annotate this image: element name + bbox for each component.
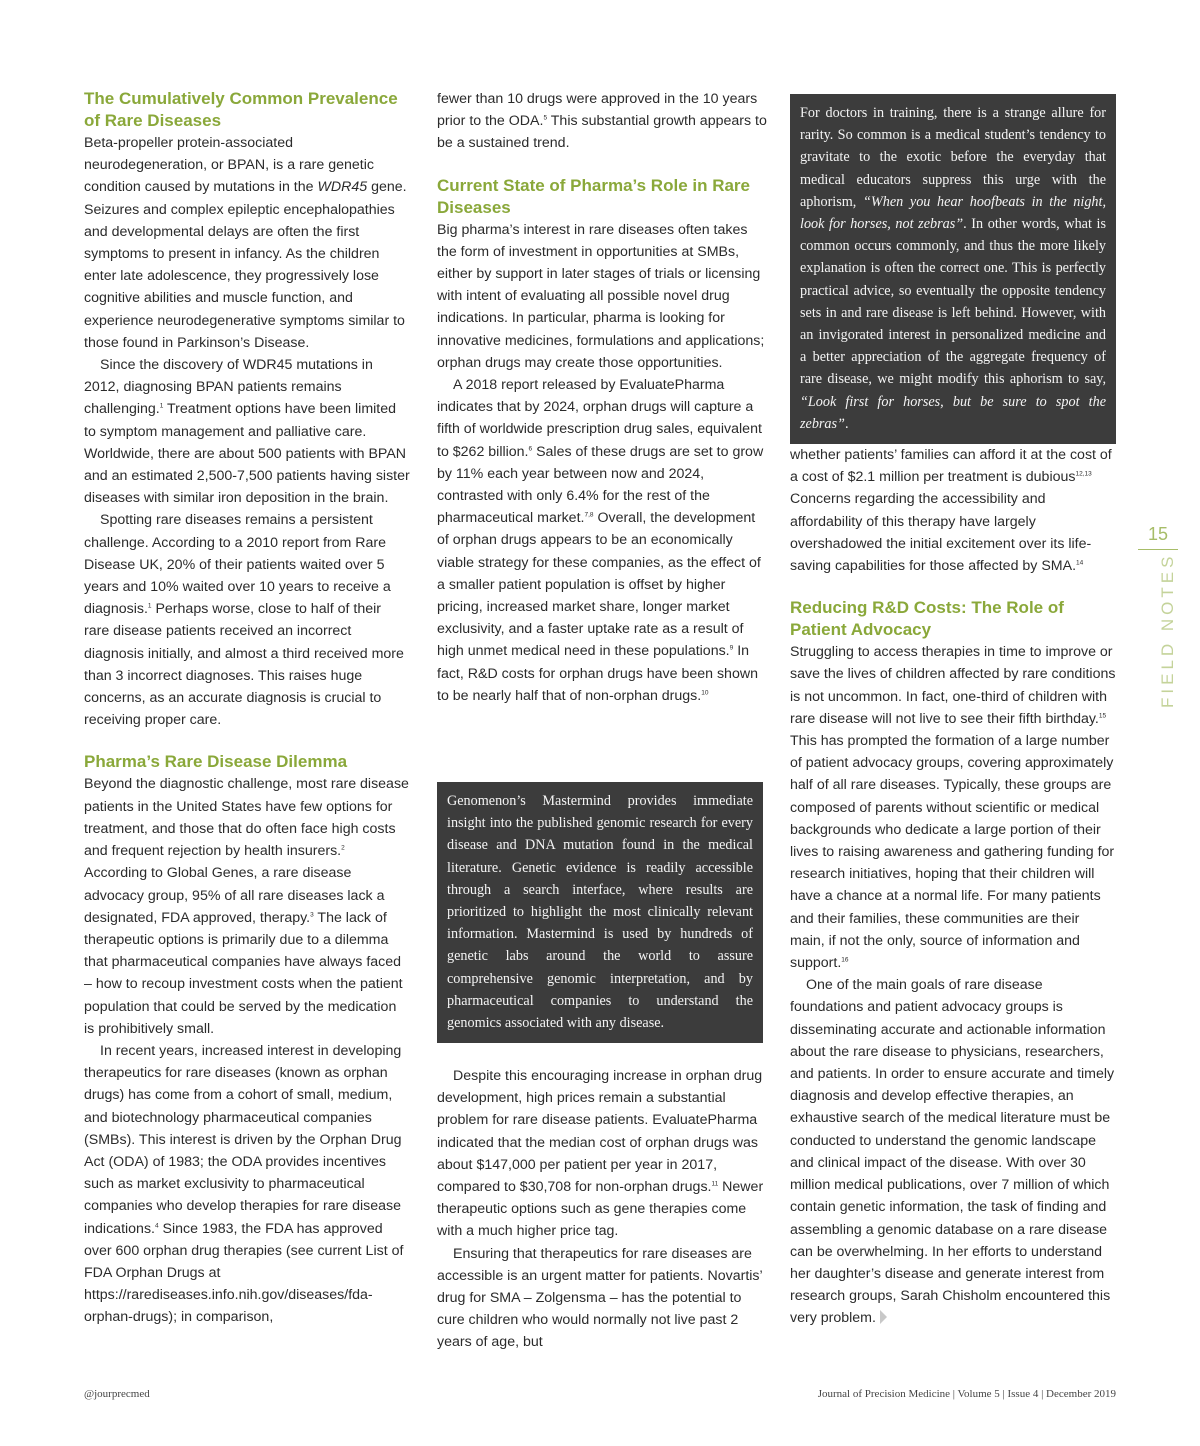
reference-mark: 10 — [701, 689, 709, 697]
reference-mark: 1 — [147, 602, 152, 610]
aphorism-quote: “When you hear hoofbeats in the night, look for horses, not zebras” — [800, 193, 1106, 233]
continue-arrow-icon — [880, 1310, 887, 1324]
heading-pharma-role: Current State of Pharma’s Role in Rare Diseases — [437, 175, 751, 217]
paragraph: fewer than 10 drugs were approved in the 10 years prior to the ODA.$^5$ This substantial growth appears to be a sustained trend. — [437, 91, 767, 152]
paragraph: whether patients’ families can afford it at the cost of a cost of $2.1 million per treatment is dubious$^{12,13}$ Concerns regarding the accessibility and affordability of this therapy have largely overshadowed the initial excitement over its life-saving capabilities for those affected by SMA.$^{14}$ — [790, 447, 1112, 575]
paragraph: Beyond the diagnostic challenge, most rare disease patients in the United States have few options for treatment, and those that do often face high costs and frequent rejection by health insurers.$^2$ According to Global Genes, a rare disease advocacy group, 95% of all rare diseases lack a designated, FDA approved, therapy.$^3$ The lack of therapeutic options is primarily due to a dilemma that pharmaceutical companies have always faced – how to recoup investment costs when the patient population that could be served by the medication is prohibitively small. — [84, 776, 409, 1037]
heading-cumulatively-common: The Cumulatively Common Prevalence of Rare Diseases — [84, 89, 398, 130]
footer-social-handle: @jourprecmed — [84, 1388, 150, 1400]
reference-mark: 6 — [528, 444, 533, 452]
reference-mark: 11 — [711, 1180, 719, 1188]
paragraph: Beta-propeller protein-associated neurodegeneration, or BPAN, is a rare genetic condition caused by mutations in the WDR45 gene. Seizures and complex epileptic encephalopathies and developmental delays are often the first symptoms to present in infancy. As the children enter late adolescence, they progressively lose cognitive abilities and muscle function, and experience neurodegenerative symptoms similar to those found in Parkinson’s Disease. — [84, 135, 407, 351]
reference-mark: 14 — [1076, 559, 1084, 567]
gene-name: WDR45 — [317, 179, 368, 196]
reference-mark: 9 — [729, 644, 734, 652]
footer-journal-info: Journal of Precision Medicine | Volume 5 | Issue 4 | December 2019 — [817, 1388, 1116, 1400]
paragraph: Since the discovery of WDR45 mutations in 2012, diagnosing BPAN patients remains challenging.$^1$ Treatment options have been limited to symptom management and palliative care. Worldwide, there are about 500 patients with BPAN and an estimated 2,500-7,500 patients having sister diseases with similar iron deposition in the brain. — [84, 357, 410, 507]
heading-pharma-dilemma: Pharma’s Rare Disease Dilemma — [84, 752, 348, 772]
column-2 — [437, 88, 767, 707]
reference-mark: 16 — [841, 956, 849, 964]
section-label: FIELD NOTES — [1158, 552, 1177, 708]
reference-mark: 5 — [543, 114, 548, 122]
paragraph: One of the main goals of rare disease foundations and patient advocacy groups is disseminating accurate and actionable information about the rare disease to physicians, researchers, and patients. In order to ensure accurate and timely diagnosis and develop effective therapies, an exhaustive search of the medical literature must be conducted to understand the genomic landscape and clinical impact of the disease. With over 30 million medical publications, over 7 million of which contain genetic information, the task of finding and assembling a genomic database on a rare disease can be overwhelming. In her efforts to understand her daughter’s disease and generate interest from research groups, Sarah Chisholm encountered this very problem. — [790, 977, 1115, 1327]
reference-mark: 1 — [159, 402, 164, 410]
aphorism-quote-modified: “Look first for horses, but be sure to spot the zebras” — [800, 393, 1106, 432]
column-1 — [84, 88, 410, 1329]
paragraph: Ensuring that therapeutics for rare diseases are accessible is an urgent matter for patients. Novartis’ drug for SMA – Zolgensma – has the potential to cure children who would normally not live past 2 years of age, but — [437, 1245, 763, 1351]
reference-mark: 3 — [310, 910, 314, 918]
paragraph: Big pharma’s interest in rare diseases often takes the form of investment in opportunities at SMBs, either by support in later stages of trials or licensing with intent of evaluating all possible novel drug indications. In particular, pharma is looking for innovative medicines, formulations and applications; orphan drugs may create those opportunities. — [437, 221, 765, 371]
reference-mark: 7,8 — [584, 511, 594, 519]
page-number: 15 — [1138, 524, 1178, 550]
column-3 — [790, 444, 1118, 1330]
reference-mark: 15 — [1098, 712, 1107, 720]
reference-mark: 2 — [341, 844, 345, 852]
pull-quote-zebras: For doctors in training, there is a strange allure for rarity. So common is a medical student’s tendency to gravitate to the exotic before the everyday that medical educators suppress this urge with the aphorism, “When you hear hoofbeats in the night, look for horses, not zebras”. In other words, what is common occurs commonly, and thus the more likely explanation is often the correct one. This is perfectly practical advice, so eventually the opposite tendency sets in and rare disease is left behind. However, with an invigorated interest in personalized medicine and a better appreciation of the aggregate frequency of rare disease, we might modify this aphorism to say, “Look first for horses, but be sure to spot the zebras”. — [790, 94, 1116, 444]
reference-mark: 4 — [154, 1221, 159, 1229]
reference-mark: 12,13 — [1075, 470, 1092, 478]
column-2-lower — [437, 1065, 767, 1354]
paragraph: In recent years, increased interest in developing therapeutics for rare diseases (known as orphan drugs) has come from a cohort of small, medium, and biotechnology pharmaceutical companies (SMBs). This interest is driven by the Orphan Drug Act (ODA) of 1983; the ODA provides incentives such as market exclusivity to pharmaceutical companies who develop therapies for rare disease indications.$^4$ Since 1983, the FDA has approved over 600 orphan drug therapies (see current List of FDA Orphan Drugs at https://rarediseases.info.nih.gov/diseases/fda-orphan-drugs); in comparison, — [84, 1042, 404, 1326]
paragraph: Despite this encouraging increase in orphan drug development, high prices remain a substantial problem for rare disease patients. EvaluatePharma indicated that the median cost of orphan drugs was about $147,000 per patient per year in 2017, compared to $30,708 for non-orphan drugs.$^{11}$ Newer therapeutic options such as gene therapies come with a much higher price tag. — [437, 1068, 764, 1240]
paragraph: A 2018 report released by EvaluatePharma indicates that by 2024, orphan drugs will capture a fifth of worldwide prescription drug sales, equivalent to $262 billion.$^6$ Sales of these drugs are set to grow by 11% each year between now and 2024, contrasted with only 6.4% for the rest of the pharmaceutical market.$^{7,8}$ Overall, the development of orphan drugs appears to be an economically viable strategy for these companies, as the effect of a smaller patient population is offset by higher pricing, increased market share, longer market exclusivity, and a faster uptake rate as a result of high unmet medical need in these populations.$^9$ In fact, R&D costs for orphan drugs have been shown to be nearly half that of non-orphan drugs.$^{10}$ — [437, 377, 764, 704]
heading-reducing-costs: Reducing R&D Costs: The Role of Patient Advocacy — [790, 598, 1064, 640]
paragraph: Spotting rare diseases remains a persistent challenge. According to a 2010 report from Rare Disease UK, 20% of their patients waited over 5 years and 10% waited over 10 years to receive a diagnosis.$^1$ Perhaps worse, close to half of their rare disease patients received an incorrect diagnosis initially, and almost a third received more than 3 incorrect diagnoses. This raises huge concerns, as an accurate diagnosis is crucial to receiving proper care. — [84, 512, 404, 729]
paragraph: Struggling to access therapies in time to improve or save the lives of children affected by rare conditions is not uncommon. In fact, one-third of children with rare disease will not live to see their fifth birthday.$^{15}$ This has prompted the formation of a large number of patient advocacy groups, covering approximately half of all rare diseases. Typically, these groups are composed of parents without scientific or medical backgrounds who dedicate a large portion of their lives to raising awareness and gathering funding for research initiatives, hoping that their children will have a chance at a normal life. For many patients and their families, these communities are their main, if not the only, source of information and support.$^{16}$ — [790, 644, 1116, 972]
pull-quote-mastermind: Genomenon’s Mastermind provides immediate insight into the published genomic research for every disease and DNA mutation found in the medical literature. Genetic evidence is readily accessible through a search interface, where results are prioritized to highlight the most clinically relevant information. Mastermind is used by hundreds of genetic labs around the world to assure comprehensive genomic interpretation, and by pharmaceutical companies to understand the genomics associated with any disease. — [437, 782, 763, 1043]
